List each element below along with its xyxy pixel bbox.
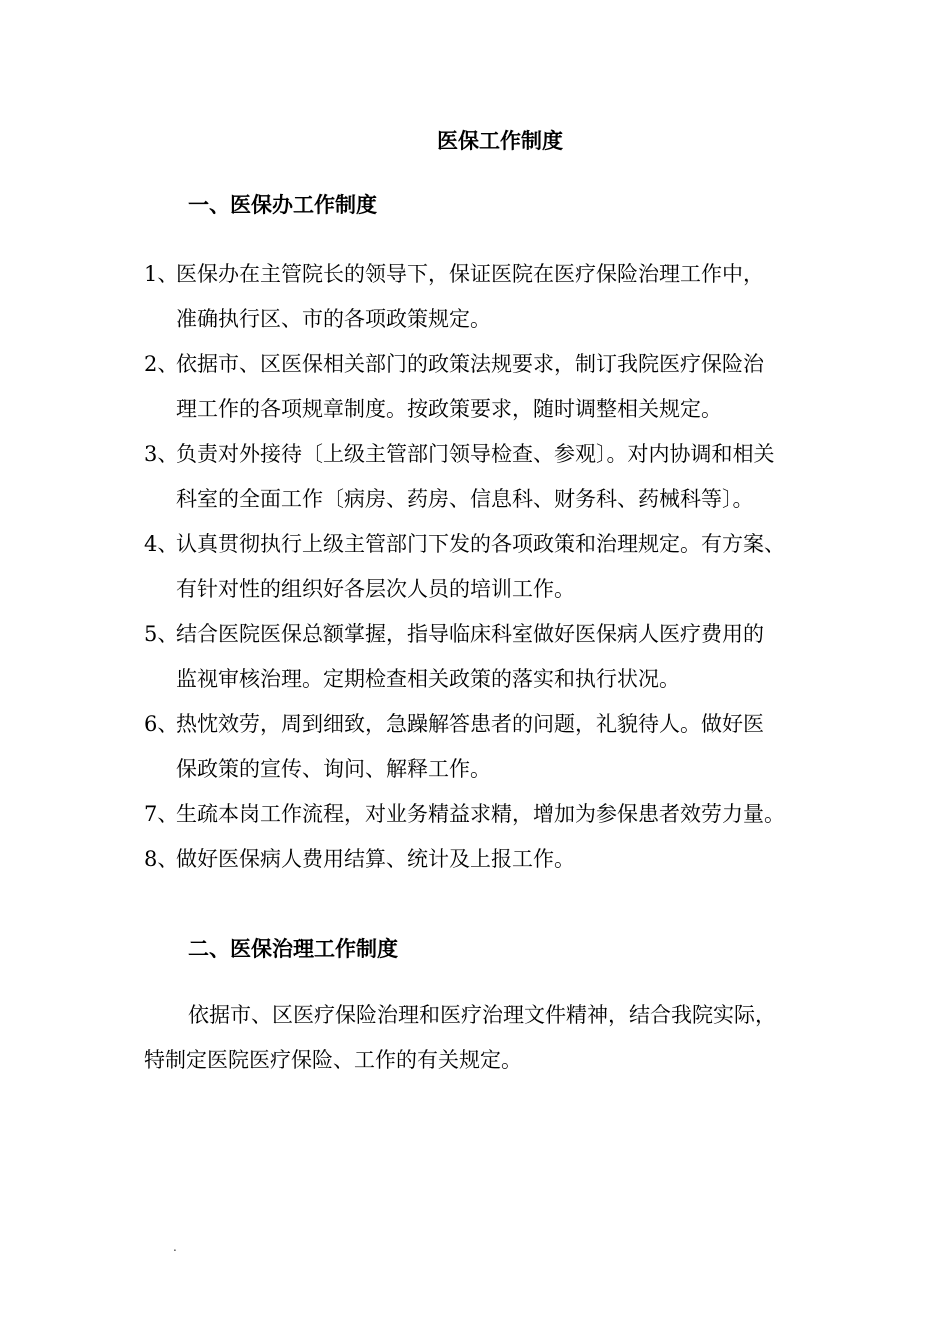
item-line: 保政策的宣传、询问、解释工作。 bbox=[176, 757, 491, 781]
item-number: 4、 bbox=[144, 532, 179, 556]
item-line: 医保办在主管院长的领导下，保证医院在医疗保险治理工作中， bbox=[176, 262, 764, 286]
paragraph-line: 依据市、区医疗保险治理和医疗治理文件精神，结合我院实际， bbox=[188, 1003, 776, 1027]
section-heading-2: 二、医保治理工作制度 bbox=[188, 937, 398, 961]
list-item bbox=[144, 837, 824, 882]
item-line: 负责对外接待〔上级主管部门领导检查、参观〕。对内协调和相关 bbox=[176, 442, 775, 466]
list-item bbox=[144, 342, 824, 432]
item-line: 理工作的各项规章制度。按政策要求，随时调整相关规定。 bbox=[176, 397, 722, 421]
section2-paragraph bbox=[144, 993, 824, 1083]
rules-list bbox=[144, 252, 824, 882]
item-number: 3、 bbox=[144, 442, 179, 466]
item-number: 1、 bbox=[144, 262, 179, 286]
item-line: 依据市、区医保相关部门的政策法规要求，制订我院医疗保险治 bbox=[176, 352, 764, 376]
item-line: 做好医保病人费用结算、统计及上报工作。 bbox=[176, 847, 575, 871]
item-line: 有针对性的组织好各层次人员的培训工作。 bbox=[176, 577, 575, 601]
item-line: 生疏本岗工作流程，对业务精益求精，增加为参保患者效劳力量。 bbox=[176, 802, 785, 826]
item-number: 8、 bbox=[144, 847, 179, 871]
paragraph-line: 特制定医院医疗保险、工作的有关规定。 bbox=[144, 1048, 522, 1072]
item-line: 科室的全面工作〔病房、药房、信息科、财务科、药械科等〕。 bbox=[176, 487, 754, 511]
item-number: 5、 bbox=[144, 622, 179, 646]
item-number: 2、 bbox=[144, 352, 179, 376]
item-line: 热忱效劳，周到细致，急躁解答患者的问题，礼貌待人。做好医 bbox=[176, 712, 764, 736]
item-number: 6、 bbox=[144, 712, 179, 736]
item-line: 认真贯彻执行上级主管部门下发的各项政策和治理规定。有方案、 bbox=[176, 532, 785, 556]
section-heading-1: 一、医保办工作制度 bbox=[188, 193, 377, 217]
list-item bbox=[144, 252, 824, 342]
item-line: 结合医院医保总额掌握，指导临床科室做好医保病人医疗费用的 bbox=[176, 622, 764, 646]
list-item bbox=[144, 612, 824, 702]
document-title: 医保工作制度 bbox=[437, 129, 563, 153]
list-item bbox=[144, 522, 824, 612]
list-item bbox=[144, 792, 824, 837]
list-item bbox=[144, 702, 824, 792]
footer-mark: . bbox=[173, 1240, 177, 1254]
item-number: 7、 bbox=[144, 802, 179, 826]
item-line: 准确执行区、市的各项政策规定。 bbox=[176, 307, 491, 331]
item-line: 监视审核治理。定期检查相关政策的落实和执行状况。 bbox=[176, 667, 680, 691]
list-item bbox=[144, 432, 824, 522]
